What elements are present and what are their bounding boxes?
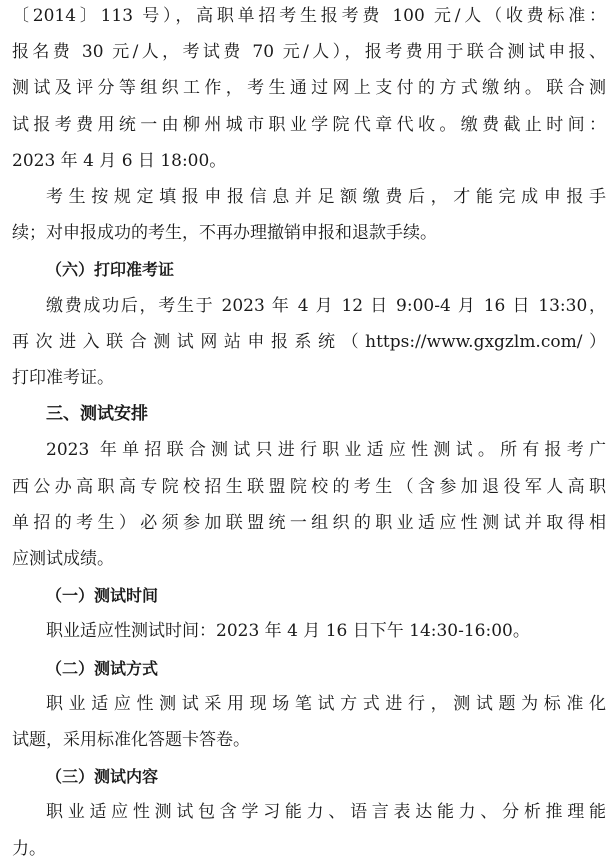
paragraph-line: 力。 (12, 838, 46, 859)
subsection-heading-print-admission-ticket: （六）打印准考证 (46, 260, 175, 280)
paragraph-line: 2023 年单招联合测试只进行职业适应性测试。所有报考广 (46, 440, 606, 461)
paragraph-line: 考生按规定填报申报信息并足额缴费后，才能完成申报手 (46, 187, 606, 207)
paragraph-line: 西公办高职高专院校招生联盟院校的考生（含参加退役军人高职 (12, 476, 606, 497)
paragraph-line: 续；对申报成功的考生，不再办理撤销申报和退款手续。 (12, 223, 437, 244)
paragraph-line: 缴费成功后，考生于 2023 年 4 月 12 日 9:00-4 月 16 日 13:30， (46, 295, 606, 316)
paragraph-line: 单招的考生）必须参加联盟统一组织的职业适应性测试并取得相 (12, 512, 606, 533)
paragraph-line: 测试及评分等组织工作，考生通过网上支付的方式缴纳。联合测 (12, 78, 606, 99)
paragraph-line: 职业适应性测试采用现场笔试方式进行，测试题为标准化 (46, 693, 606, 714)
paragraph-line: 试报考费用统一由柳州城市职业学院代章代收。缴费截止时间： (12, 114, 606, 135)
paragraph-line: 报名费 30 元/人，考试费 70 元/人），报考费用于联合测试申报、 (12, 42, 606, 63)
subsection-heading-test-time: （一）测试时间 (46, 586, 159, 606)
paragraph-line: 应测试成绩。 (12, 549, 114, 569)
paragraph-line: 打印准考证。 (12, 368, 114, 388)
paragraph-line: 职业适应性测试包含学习能力、语言表达能力、分析推理能 (46, 802, 606, 823)
subsection-heading-test-content: （三）测试内容 (46, 767, 159, 787)
paragraph-line: 再次进入联合测试网站申报系统（https://www.gxgzlm.com/） (12, 331, 606, 352)
section-heading-test-arrangement: 三、测试安排 (46, 404, 148, 425)
paragraph-line: 职业适应性测试时间：2023 年 4 月 16 日下午 14:30-16:00。 (46, 621, 530, 642)
paragraph-line: 2023 年 4 月 6 日 18:00。 (12, 150, 227, 171)
paragraph-line: 〔2014〕113 号），高职单招考生报考费 100 元/人（收费标准： (12, 6, 606, 26)
subsection-heading-test-method: （二）测试方式 (46, 658, 159, 678)
paragraph-line: 试题，采用标准化答题卡答卷。 (12, 730, 250, 750)
